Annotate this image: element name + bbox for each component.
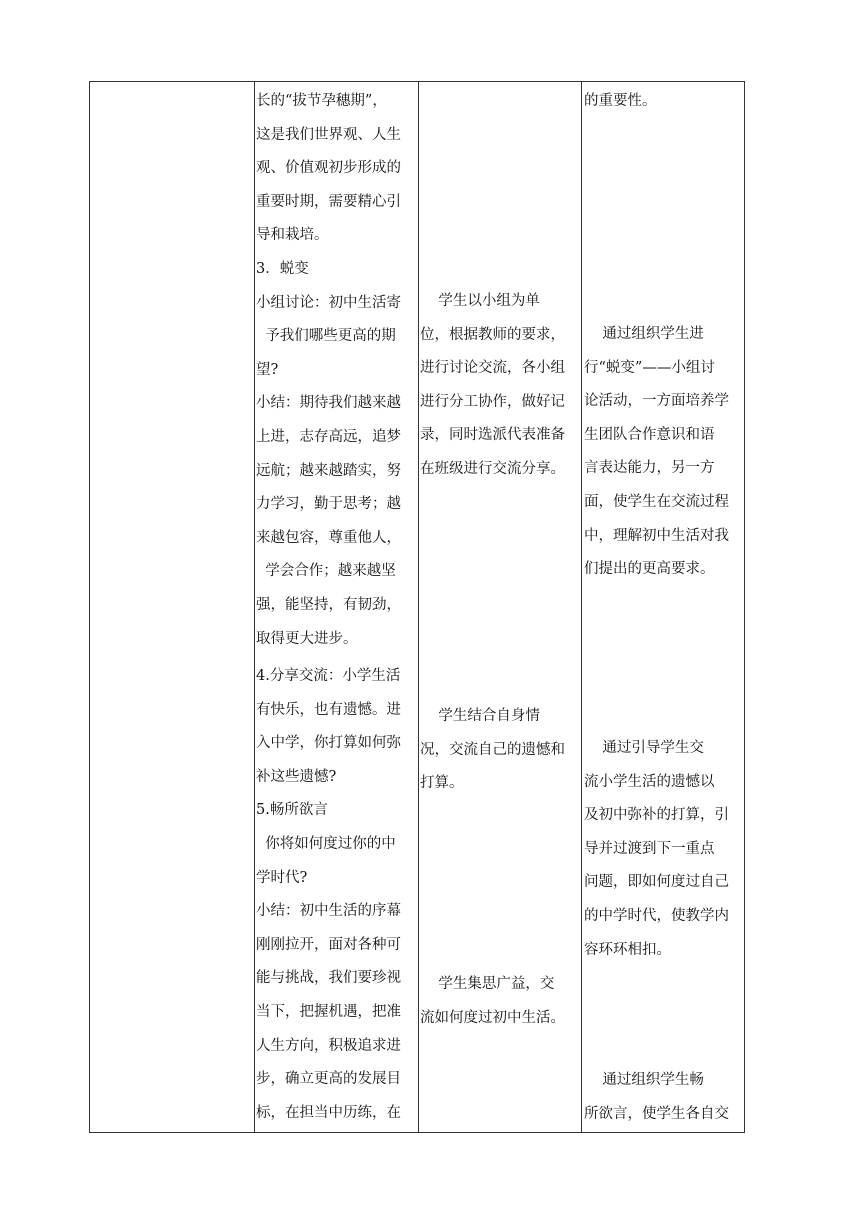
text-line: 刚刚拉开，面对各种可 [256, 936, 401, 953]
text-line: 生团队合作意识和语 [584, 426, 715, 443]
text-line: 面，使学生在交流过程 [584, 493, 729, 510]
text-line: 力学习，勤于思考；越 [256, 496, 401, 513]
text-line: 及初中弥补的打算，引 [584, 807, 729, 824]
text-line: 4.分享交流：小学生活 [256, 668, 401, 685]
text-line: 的中学时代，使教学内 [584, 907, 729, 924]
student-activity-block [420, 285, 565, 487]
text-line: 问题，即如何度过自己 [584, 874, 729, 891]
text-line: 导并过渡到下一重点 [584, 840, 715, 857]
column-divider [581, 82, 582, 1132]
text-line: 小结：初中生活的序幕 [256, 903, 401, 920]
text-line: 望? [256, 361, 279, 378]
design-intent-block [584, 732, 729, 967]
text-line: 打算。 [420, 775, 464, 792]
text-line: 小组讨论：初中生活寄 [256, 294, 401, 311]
text-line: 通过组织学生进 [584, 326, 704, 342]
text-line: 论活动，一方面培养学 [584, 393, 729, 410]
design-intent-block [584, 1064, 729, 1131]
column-divider [418, 82, 419, 1132]
text-line: 况，交流自己的遗憾和 [420, 741, 565, 758]
text-line: 通过组织学生畅 [584, 1072, 704, 1088]
text-line: 所欲言，使学生各自交 [584, 1105, 729, 1122]
text-line: 强，能坚持，有韧劲， [256, 596, 401, 613]
text-line: 取得更大进步。 [256, 630, 358, 647]
student-activity-block [420, 700, 565, 801]
text-line: 你将如何度过你的中 [256, 836, 396, 853]
text-line: 中，理解初中生活对我 [584, 527, 729, 544]
text-line: 流小学生活的遗憾以 [584, 773, 715, 790]
text-line: 长的“拔节孕穗期”， [256, 93, 387, 109]
text-line: 学生结合自身情 [420, 708, 540, 724]
text-line: 学会合作；越来越坚 [256, 563, 396, 580]
text-line: 步，确立更高的发展目 [256, 1071, 401, 1088]
text-line: 言表达能力，另一方 [584, 460, 715, 477]
text-line: 标，在担当中历练，在 [256, 1104, 401, 1121]
text-line: 位，根据教师的要求， [420, 326, 565, 343]
text-line: 的重要性。 [584, 93, 657, 109]
text-line: 重要时期，需要精心引 [256, 193, 401, 210]
text-line: 观、价值观初步形成的 [256, 160, 401, 177]
text-line: 学生以小组为单 [420, 293, 540, 309]
text-line: 上进，志存高远，追梦 [256, 428, 401, 445]
text-line: 予我们哪些更高的期 [256, 328, 396, 345]
text-line: 通过引导学生交 [584, 740, 704, 756]
text-line: 容环环相扣。 [584, 941, 671, 958]
text-line: 能与挑战，我们要珍视 [256, 970, 401, 987]
text-line: 有快乐，也有遗憾。进 [256, 701, 401, 718]
text-line: 来越包容，尊重他人， [256, 529, 401, 546]
text-line: 当下，把握机遇，把准 [256, 1004, 401, 1021]
text-line: 流如何度过初中生活。 [420, 1009, 565, 1026]
text-line: 人生方向，积极追求进 [256, 1037, 401, 1054]
content-cell [256, 85, 416, 1130]
text-line: 入中学，你打算如何弥 [256, 735, 401, 752]
text-line: 们提出的更高要求。 [584, 561, 715, 578]
design-intent-block [584, 318, 729, 587]
text-line: 补这些遗憾? [256, 768, 337, 785]
text-line: 录，同时选派代表准备 [420, 427, 565, 444]
text-line: 进行分工协作，做好记 [420, 393, 565, 410]
text-line: 小结：期待我们越来越 [256, 395, 401, 412]
text-line: 学生集思广益，交 [420, 976, 555, 992]
text-line: 3．蜕变 [256, 260, 309, 277]
text-line: 在班级进行交流分享。 [420, 460, 565, 477]
column-divider [254, 82, 255, 1132]
text-line: 导和栽培。 [256, 227, 329, 244]
student-activity-block [420, 968, 565, 1035]
lesson-table [89, 81, 745, 1133]
text-line: 进行讨论交流，各小组 [420, 360, 565, 377]
text-line: 学时代? [256, 869, 308, 886]
design-intent-block [584, 85, 657, 119]
text-line: 这是我们世界观、人生 [256, 126, 401, 143]
text-line: 5.畅所欲言 [256, 802, 328, 819]
text-line: 行“蜕变”——小组讨 [584, 359, 715, 376]
text-line: 远航；越来越踏实，努 [256, 462, 401, 479]
